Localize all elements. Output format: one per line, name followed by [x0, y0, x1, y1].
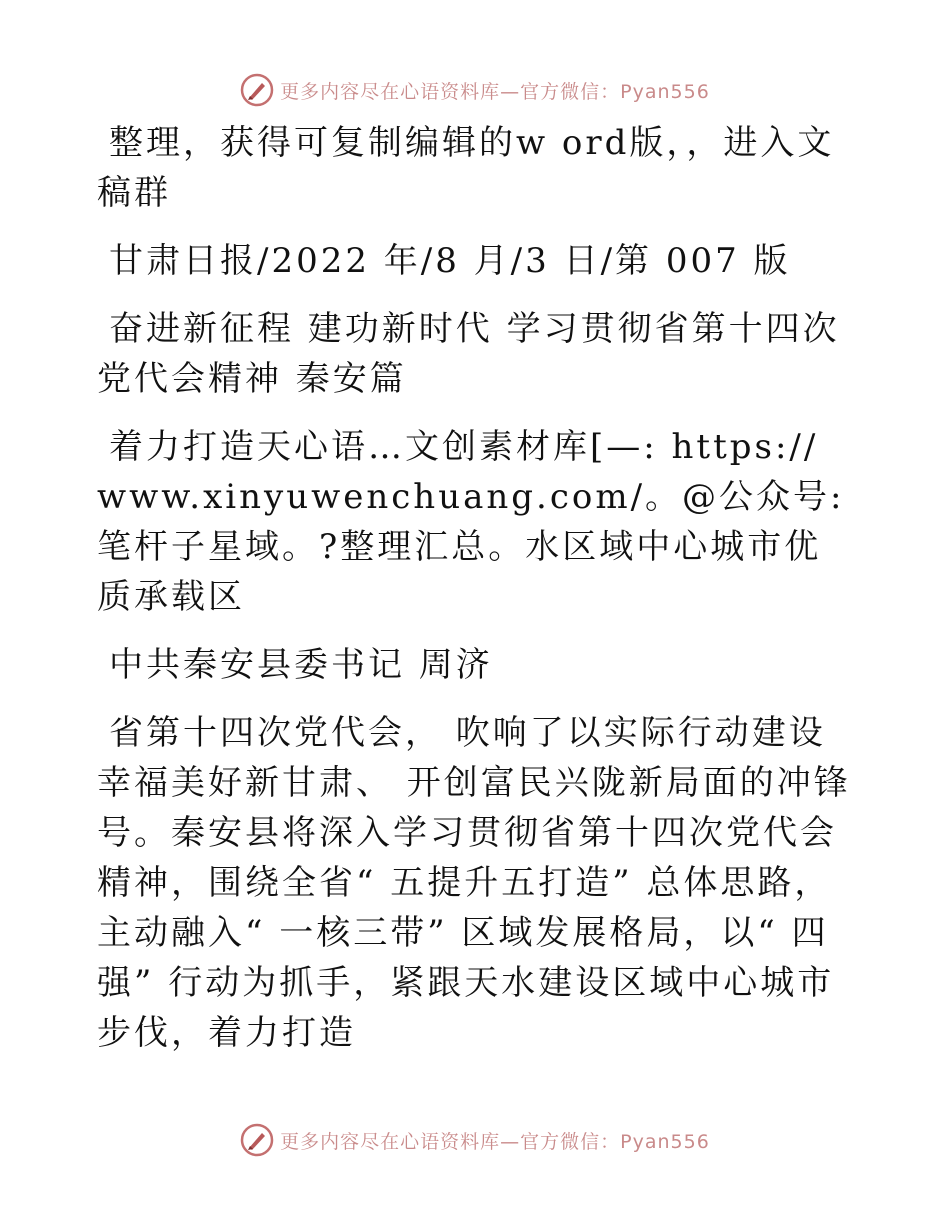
paragraph-title: 着力打造天心语…文创素材库[—: https:// www.xinyuwenchuang.com/。@公众号: 笔杆子星域。?整理汇总。水区域中心城市优质承载区 — [97, 427, 845, 617]
header-watermark — [0, 70, 950, 110]
footer-watermark — [0, 1120, 950, 1160]
pen-logo-icon — [240, 73, 274, 107]
watermark-text: 更多内容尽在心语资料库—官方微信：Pyan556 — [280, 80, 710, 103]
paragraph-author: 中共秦安县委书记 周济 — [109, 645, 493, 685]
paragraph-headline: 奋进新征程 建功新时代 学习贯彻省第十四次党代会精神 秦安篇 — [97, 309, 840, 399]
paragraph-source: 甘肃日报/2022 年/8 月/3 日/第 007 版 — [109, 241, 791, 281]
watermark-text: 更多内容尽在心语资料库—官方微信：Pyan556 — [280, 1130, 710, 1153]
paragraph-body: 省第十四次党代会， 吹响了以实际行动建设幸福美好新甘肃、 开创富民兴陇新局面的冲锋号。秦安县将深入学习贯彻省第十四次党代会精神，围绕全省“ 五提升五打造” 总体思路，主动融入“ 一核三带” 区域发展格局，以“ 四强” 行动为抓手，紧跟天水建设区域中心城市步伐，着力打造 — [97, 713, 851, 1053]
paragraph-intro: 整理，获得可复制编辑的w ord版，，进入文稿群 — [97, 123, 835, 213]
document-body — [97, 118, 853, 1076]
pen-logo-icon — [240, 1123, 274, 1157]
